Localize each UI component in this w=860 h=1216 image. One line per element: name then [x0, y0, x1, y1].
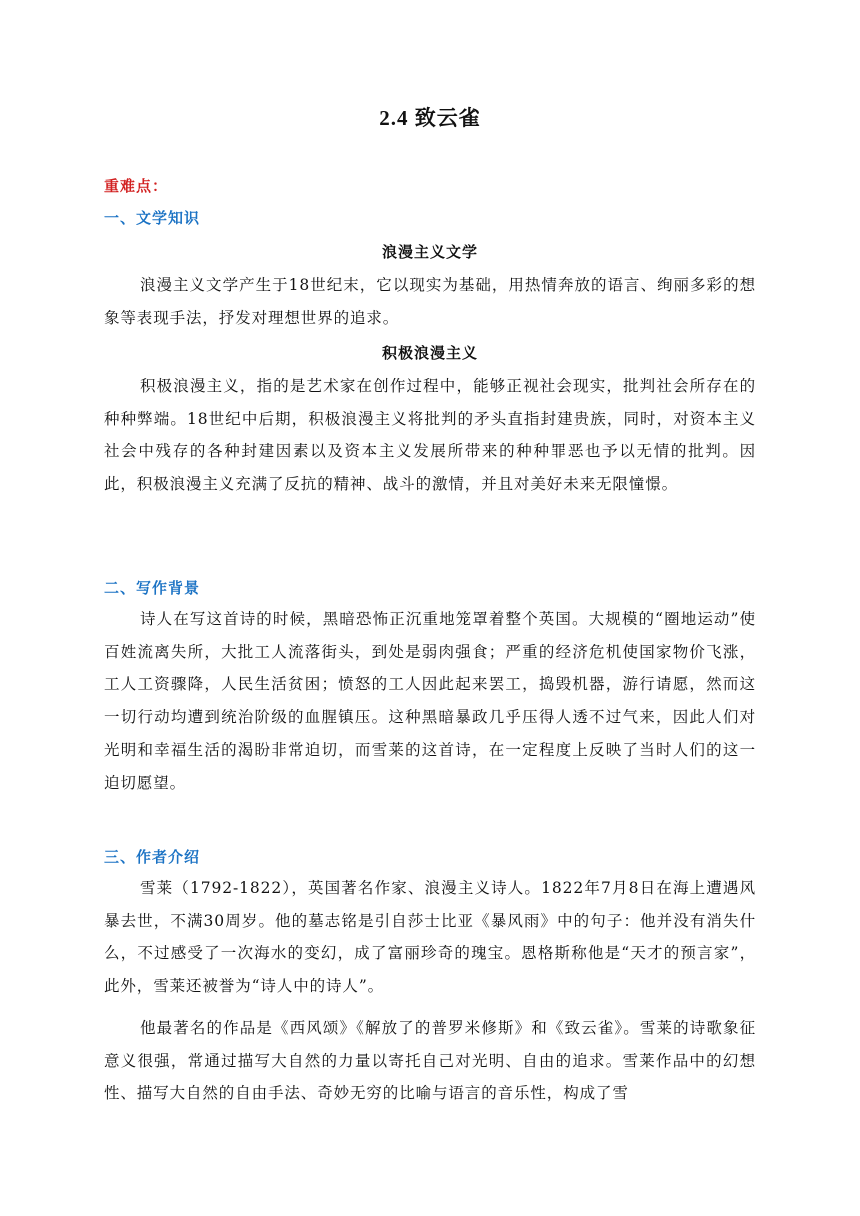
key-points-label: 重难点： [104, 177, 169, 195]
subheading-romanticism: 浪漫主义文学 [381, 243, 478, 261]
document-title: 2.4 致云雀 [379, 106, 481, 130]
section-heading-author-introduction: 三、作者介绍 [104, 848, 201, 866]
paragraph-romanticism: 浪漫主义文学产生于18世纪末，它以现实为基础，用热情奔放的语言、绚丽多彩的想象等表现手法，抒发对理想世界的追求。 [104, 276, 756, 327]
paragraph-author-bio: 雪莱（1792-1822），英国著名作家、浪漫主义诗人。1822年7月8日在海上遭遇风暴去世，不满30周岁。他的墓志铭是引自莎士比亚《暴风雨》中的句子：他并没有消失什么，不过感受了一次海水的变幻，成了富丽珍奇的瑰宝。恩格斯称他是“天才的预言家”，此外，雪莱还被誉为“诗人中的诗人”。 [104, 879, 756, 996]
section-heading-literary-knowledge: 一、文学知识 [104, 209, 201, 227]
paragraph-author-works: 他最著名的作品是《西风颂》《解放了的普罗米修斯》和《致云雀》。雪莱的诗歌象征意义很强，常通过描写大自然的力量以寄托自己对光明、自由的追求。雪莱作品中的幻想性、描写大自然的自由手法、奇妙无穷的比喻与语言的音乐性，构成了雪 [104, 1019, 756, 1103]
paragraph-writing-background: 诗人在写这首诗的时候，黑暗恐怖正沉重地笼罩着整个英国。大规模的“圈地运动”使百姓流离失所，大批工人流落街头，到处是弱肉强食；严重的经济危机使国家物价飞涨，工人工资骤降，人民生活贫困；愤怒的工人因此起来罢工，捣毁机器，游行请愿，然而这一切行动均遭到统治阶级的血腥镇压。这种黑暗暴政几乎压得人透不过气来，因此人们对光明和幸福生活的渴盼非常迫切，而雪莱的这首诗，在一定程度上反映了当时人们的这一迫切愿望。 [104, 610, 756, 792]
subheading-active-romanticism: 积极浪漫主义 [381, 344, 478, 362]
paragraph-active-romanticism: 积极浪漫主义，指的是艺术家在创作过程中，能够正视社会现实，批判社会所存在的种种弊端。18世纪中后期，积极浪漫主义将批判的矛头直指封建贵族，同时，对资本主义社会中残存的各种封建因素以及资本主义发展所带来的种种罪恶也予以无情的批判。因此，积极浪漫主义充满了反抗的精神、战斗的激情，并且对美好未来无限憧憬。 [104, 377, 756, 494]
section-heading-writing-background: 二、写作背景 [104, 579, 201, 597]
